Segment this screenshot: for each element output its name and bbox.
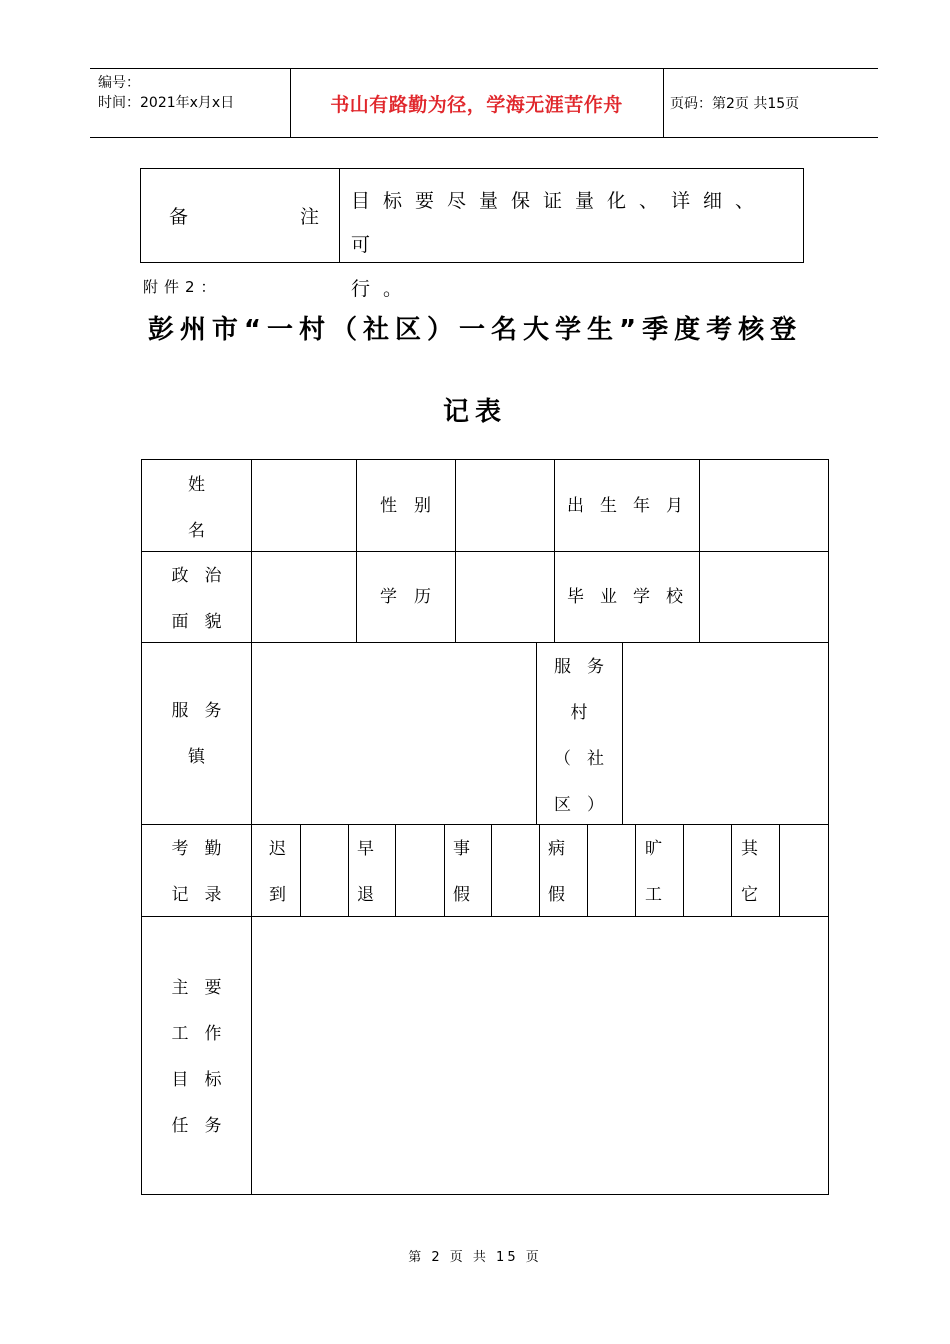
label-absence-line: 工 [645,885,662,905]
label-main-task-line: 任务 [171,1116,238,1136]
col-divider [539,824,540,916]
label-gender: 性 别 [380,496,431,516]
col-divider [348,824,349,916]
label-late-line: 迟 [269,839,286,859]
label-main-task-line: 工作 [171,1024,238,1044]
label-other-line: 其 [741,839,758,859]
label-leave-early-line: 早 [357,839,374,859]
form-title-line2: 记表 [442,397,507,427]
col-divider [587,824,588,916]
col-divider [731,824,732,916]
header-page-number: 页码：第2页 共15页 [670,96,800,112]
label-attendance [150,826,259,918]
label-late [269,826,286,918]
col-divider [554,460,555,642]
remark-text-line: 行。 [351,278,416,300]
label-other [741,826,758,918]
page-footer: 第 2 页 共 15 页 [408,1250,542,1265]
label-main-task-line: 主要 [171,978,238,998]
form-title-line1: 彭州市“一村（社区）一名大学生”季度考核登 [147,315,803,345]
label-name-line: 名 [188,521,205,541]
label-name-line: 姓 [188,475,205,495]
annex-label: 附件2： [143,278,222,296]
row-divider [142,824,828,825]
remark-label-left: 备 [169,206,189,228]
remark-text [351,179,791,311]
col-divider [395,824,396,916]
label-school: 毕业学校 [567,587,699,607]
remark-label [169,169,319,262]
col-divider [455,460,456,642]
col-divider [444,824,445,916]
header-divider [663,69,664,137]
label-politics [150,553,259,645]
time-label: 时间：2021年x月x日 [98,95,235,111]
label-service-town [150,688,259,780]
label-service-village-line: 服务 [554,657,620,677]
label-late-line: 到 [269,885,286,905]
label-politics-line: 政治 [171,566,238,586]
label-attendance-line: 记录 [171,885,238,905]
label-personal-leave [453,826,470,918]
header-motto: 书山有路勤为径，学海无涯苦作舟 [330,93,623,116]
label-service-village-line: 区） [554,795,620,815]
col-divider [779,824,780,916]
label-birth: 出生年月 [567,496,699,516]
label-attendance-line: 考勤 [171,839,238,859]
registration-form [141,459,829,1195]
remark-text-line: 目标要尽量保证量化、详细、可 [351,190,768,256]
label-sick-leave-line: 假 [548,885,565,905]
label-main-task [150,965,259,1149]
label-education: 学 历 [380,587,431,607]
label-sick-leave-line: 病 [548,839,565,859]
remark-label-right: 注 [299,206,319,228]
label-other-line: 它 [741,885,758,905]
label-politics-line: 面貌 [171,612,238,632]
label-main-task-line: 目标 [171,1070,238,1090]
remark-divider [339,169,340,262]
label-personal-leave-line: 假 [453,885,470,905]
label-sick-leave [548,826,565,918]
header-meta [98,73,234,113]
label-service-village [544,644,630,828]
label-absence [645,826,662,918]
label-leave-early [357,826,374,918]
label-service-town-line: 镇 [188,747,221,767]
col-divider [491,824,492,916]
label-name [142,462,251,554]
col-divider [536,642,537,824]
label-absence-line: 旷 [645,839,662,859]
label-service-village-line: 村 [570,703,604,723]
col-divider [683,824,684,916]
page-header [90,68,878,138]
col-divider [300,824,301,916]
label-leave-early-line: 退 [357,885,374,905]
label-service-village-line: （社 [554,749,620,769]
label-personal-leave-line: 事 [453,839,470,859]
col-divider [635,824,636,916]
label-service-town-line: 服务 [171,701,238,721]
number-label: 编号： [98,75,140,91]
